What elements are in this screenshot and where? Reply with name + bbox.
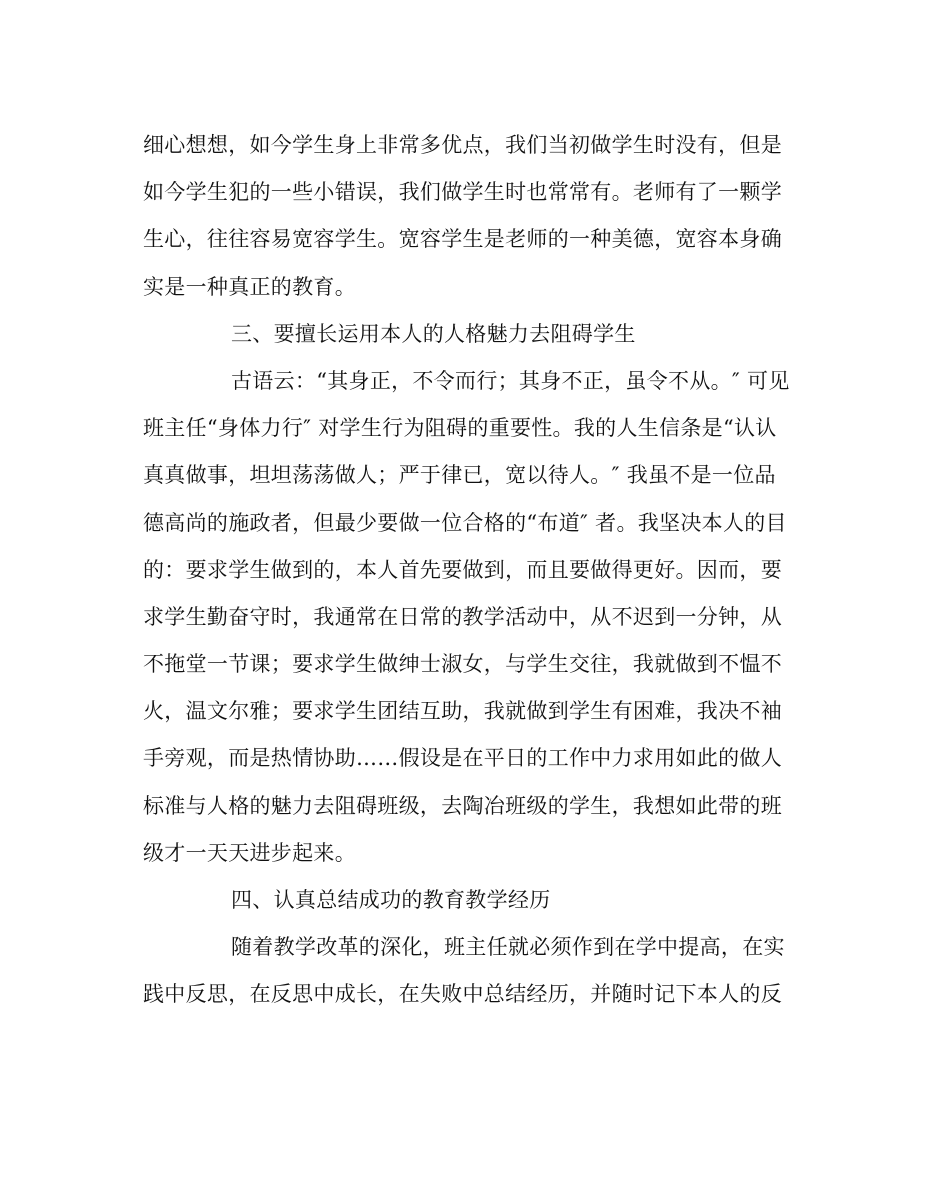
section-heading: 三、要擅长运用本人的人格魅力去阻碍学生 xyxy=(231,321,636,346)
paragraph-line: 的：要求学生做到的，本人首先要做到，而且要做得更好。因而，要 xyxy=(143,557,782,582)
paragraph-line: 实是一种真正的教育。 xyxy=(143,274,356,299)
paragraph-line: 古语云：“其身正，不令而行；其身不正，虽令不从。″ 可见 xyxy=(231,368,790,393)
paragraph-line: 火，温文尔雅；要求学生团结互助，我就做到学生有困难，我决不袖 xyxy=(143,699,782,724)
paragraph-line: 求学生勤奋守时，我通常在日常的教学活动中，从不迟到一分钟，从 xyxy=(143,604,782,629)
paragraph-line: 细心想想，如今学生身上非常多优点，我们当初做学生时没有，但是 xyxy=(143,133,782,157)
paragraph-line: 真真做事，坦坦荡荡做人；严于律已，宽以待人。″ 我虽不是一位品 xyxy=(143,463,776,488)
paragraph-line: 德高尚的施政者，但最少要做一位合格的“布道″ 者。我坚决本人的目 xyxy=(143,510,787,535)
paragraph-line: 班主任“身体力行″ 对学生行为阻碍的重要性。我的人生信条是“认认 xyxy=(143,416,777,441)
paragraph-line: 如今学生犯的一些小错误，我们做学生时也常常有。老师有了一颗学 xyxy=(143,180,782,205)
paragraph-line: 级才一天天进步起来。 xyxy=(143,840,356,865)
document-body xyxy=(143,122,808,1019)
paragraph-line: 标准与人格的魅力去阻碍班级，去陶冶班级的学生，我想如此带的班 xyxy=(143,793,782,818)
paragraph-line: 不拖堂一节课；要求学生做绅士淑女，与学生交往，我就做到不愠不 xyxy=(143,652,782,677)
paragraph-line: 随着教学改革的深化，班主任就必须作到在学中提高，在实 xyxy=(231,935,785,960)
paragraph-line: 生心，往往容易宽容学生。宽容学生是老师的一种美德，宽容本身确 xyxy=(143,227,782,252)
section-heading: 四、认真总结成功的教育教学经历 xyxy=(231,888,551,912)
paragraph-line: 践中反思，在反思中成长，在失败中总结经历，并随时记下本人的反 xyxy=(143,982,782,1007)
paragraph-line: 手旁观，而是热情协助……假设是在平日的工作中力求用如此的做人 xyxy=(143,746,782,771)
